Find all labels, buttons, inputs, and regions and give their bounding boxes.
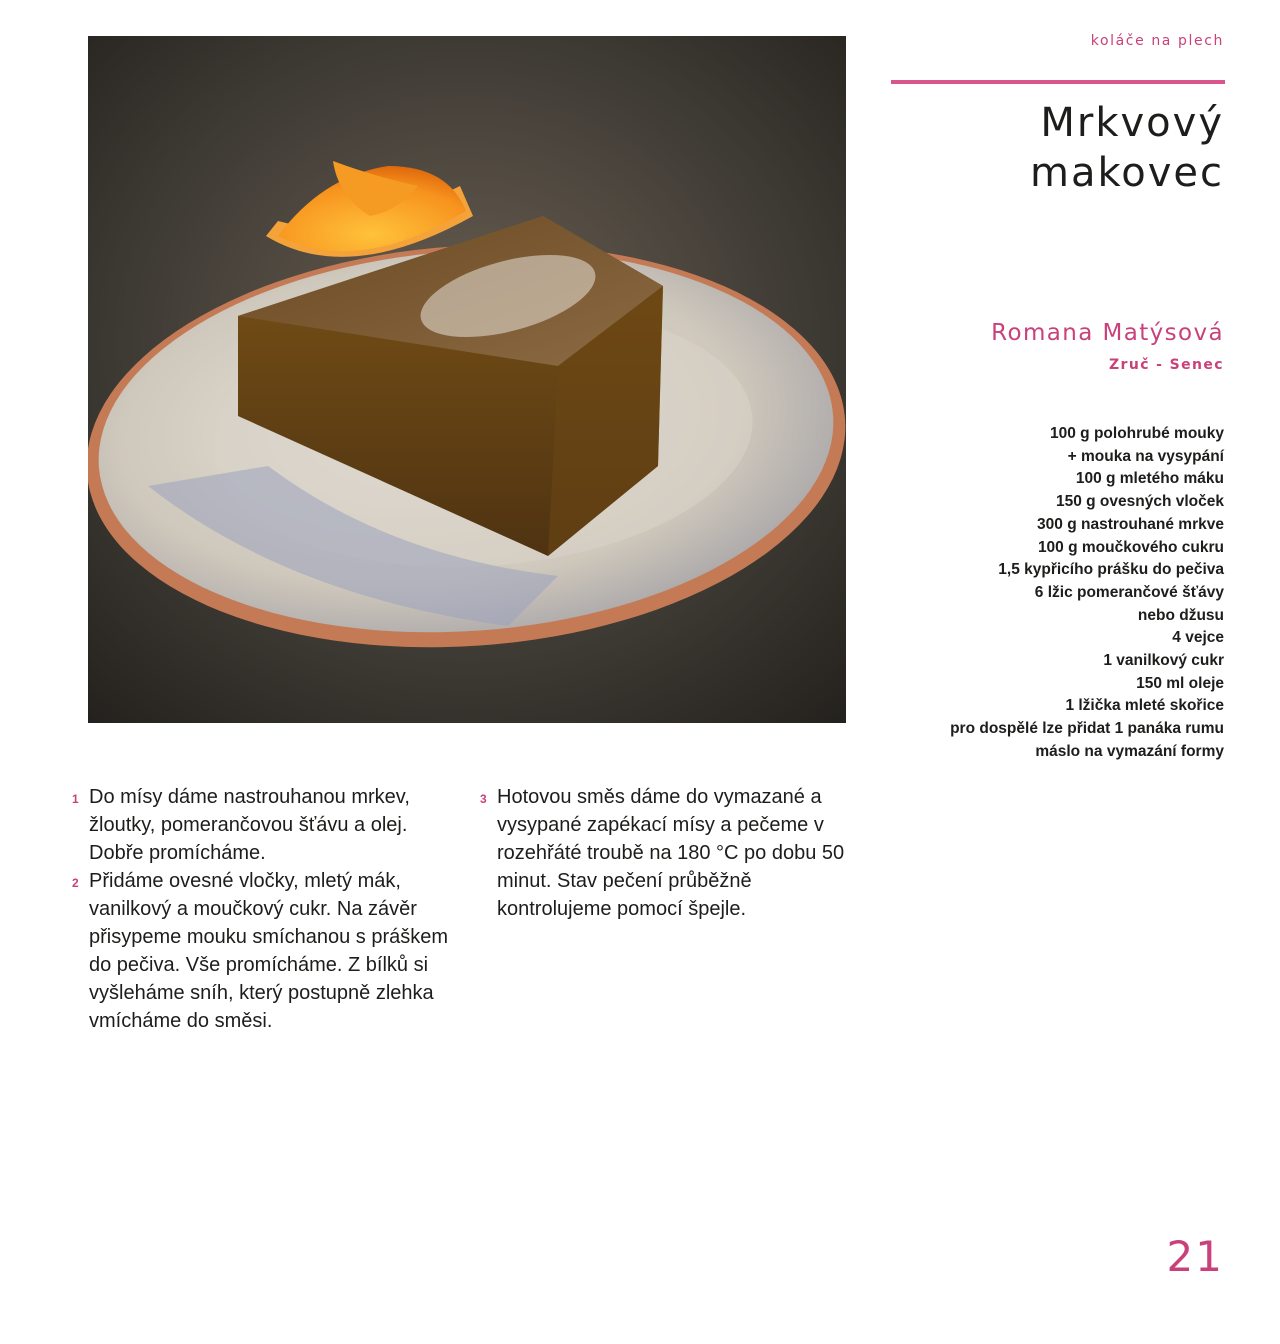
ingredient-item: 1 vanilkový cukr bbox=[1103, 652, 1224, 670]
step-text: Přidáme ovesné vločky, mletý mák, vanilkový a moučkový cukr. Na závěr přisypeme mouku smíchanou s práškem do pečiva. Vše promícháme. Z bílků si vyšleháme sníh, který postupně zlehka vmícháme do směsi. bbox=[89, 870, 449, 1032]
ingredient-item: nebo džusu bbox=[1137, 606, 1224, 624]
page-title bbox=[1030, 98, 1224, 198]
ingredient-item: 150 ml oleje bbox=[1136, 674, 1224, 692]
ingredient-item: 6 lžic pomerančové šťávy bbox=[1034, 583, 1224, 601]
ingredient-item: 1,5 kypřicího prášku do pečiva bbox=[998, 561, 1224, 579]
steps-column-right bbox=[480, 783, 850, 923]
category-label: koláče na plech bbox=[1090, 33, 1224, 49]
ingredient-item: 100 g moučkového cukru bbox=[1037, 538, 1224, 556]
author-place: Zruč - Senec bbox=[1108, 357, 1224, 373]
step-item bbox=[72, 783, 457, 867]
steps-column-left bbox=[72, 783, 457, 1035]
ingredient-item: 150 g ovesných vloček bbox=[1055, 493, 1224, 511]
page-number: 21 bbox=[1166, 1232, 1224, 1281]
ingredient-item: + mouka na vysypání bbox=[1067, 447, 1224, 465]
step-number: 1 bbox=[72, 792, 79, 806]
title-divider bbox=[891, 80, 1225, 84]
cake-photo bbox=[88, 36, 846, 723]
title-line-1: Mrkvový bbox=[1040, 100, 1224, 146]
ingredient-list bbox=[950, 423, 1224, 764]
step-text: Do mísy dáme nastrouhanou mrkev, žloutky, pomerančovou šťávu a olej. Dobře promícháme. bbox=[89, 786, 410, 864]
step-number: 3 bbox=[480, 792, 487, 806]
ingredient-item: pro dospělé lze přidat 1 panáka rumu bbox=[950, 720, 1224, 738]
ingredient-item: 100 g polohrubé mouky bbox=[1050, 425, 1224, 442]
step-text: Hotovou směs dáme do vymazané a vysypané zapékací mísy a pečeme v rozehřáté troubě na 180 °C po dobu 50 minut. Stav pečení průběžně kontrolujeme pomocí špejle. bbox=[497, 786, 845, 920]
ingredient-item: máslo na vymazání formy bbox=[1035, 742, 1224, 760]
author-name: Romana Matýsová bbox=[991, 320, 1224, 346]
ingredient-item: 4 vejce bbox=[1172, 629, 1224, 647]
step-number: 2 bbox=[72, 876, 79, 890]
step-item bbox=[480, 783, 850, 923]
ingredient-item: 100 g mletého máku bbox=[1075, 470, 1224, 488]
ingredient-item: 1 lžička mleté skořice bbox=[1065, 697, 1224, 715]
title-line-2: makovec bbox=[1030, 150, 1224, 196]
step-item bbox=[72, 867, 457, 1035]
ingredient-item: 300 g nastrouhané mrkve bbox=[1037, 515, 1224, 533]
